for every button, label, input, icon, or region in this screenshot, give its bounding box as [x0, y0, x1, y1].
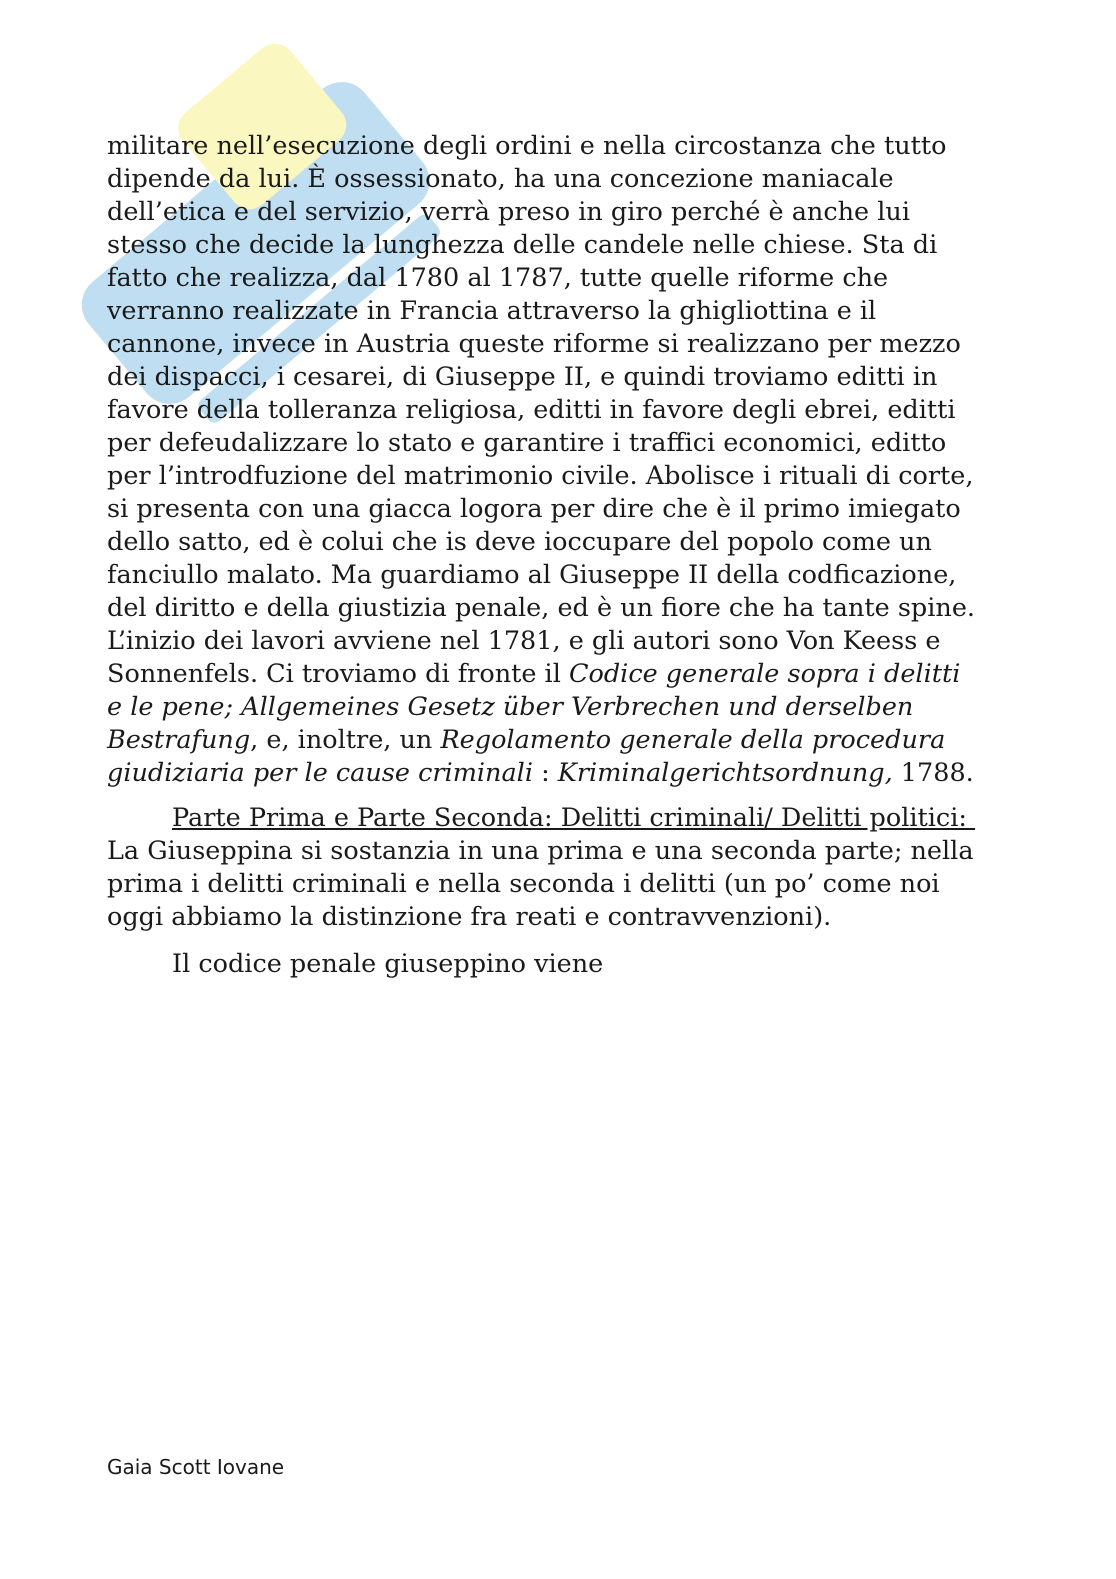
text-run: del diritto e della giustizia penale, ed è un fiore che ha tante spine. — [107, 593, 976, 623]
text-line — [107, 559, 1007, 592]
italic-title-run: Codice generale sopra i delitti — [568, 659, 961, 689]
text-line — [107, 163, 1007, 196]
text-run: stesso che decide la lunghezza delle candele nelle chiese. Sta di — [107, 230, 938, 260]
text-line: prima i delitti criminali e nella seconda i delitti (un po’ come noi — [107, 869, 940, 899]
text-line — [107, 658, 1007, 691]
paragraph-joseph-ii-reforms — [107, 130, 1007, 790]
document-body — [107, 130, 1007, 981]
text-line — [107, 724, 1007, 757]
text-run: L’inizio dei lavori avviene nel 1781, e gli autori sono Von Keess e — [107, 626, 941, 656]
text-run: fanciullo malato. Ma guardiamo al Giuseppe II della codficazione, — [107, 560, 957, 590]
text-line — [107, 526, 1007, 559]
paragraph-giuseppina-body — [107, 835, 1007, 934]
text-line — [107, 427, 1007, 460]
text-run: : — [532, 758, 558, 788]
paragraph-parte-prima-seconda — [107, 802, 1007, 934]
italic-title-run: Kriminalgerichtsordnung, — [557, 758, 893, 788]
text-run: dipende da lui. È ossessionato, ha una concezione maniacale — [107, 164, 894, 194]
text-line — [107, 262, 1007, 295]
text-line: oggi abbiamo la distinzione fra reati e contravvenzioni). — [107, 902, 832, 932]
text-run: 1788. — [892, 758, 974, 788]
text-line — [107, 394, 1007, 427]
text-run: per l’introdfuzione del matrimonio civile. Abolisce i rituali di corte, — [107, 461, 974, 491]
text-line — [107, 295, 1007, 328]
text-run: favore della tolleranza religiosa, editti in favore degli ebrei, editti — [107, 395, 956, 425]
text-run: militare nell’esecuzione degli ordini e nella circostanza che tutto — [107, 131, 947, 161]
text-run: per defeudalizzare lo stato e garantire i traffici economici, editto — [107, 428, 947, 458]
text-line — [107, 691, 1007, 724]
text-line: La Giuseppina si sostanzia in una prima e una seconda parte; nella — [107, 836, 974, 866]
text-run: dello satto, ed è colui che is deve ioccupare del popolo come un — [107, 527, 932, 557]
text-run: verranno realizzate in Francia attraverso la ghigliottina e il — [107, 296, 877, 326]
text-run: Sonnenfels. Ci troviamo di fronte il — [107, 659, 569, 689]
text-line — [107, 592, 1007, 625]
text-line — [107, 493, 1007, 526]
italic-title-run: giudiziaria per le cause criminali — [107, 758, 533, 788]
italic-title-run: Regolamento generale della procedura — [440, 725, 946, 755]
text-run: fatto che realizza, dal 1780 al 1787, tutte quelle riforme che — [107, 263, 889, 293]
text-run: si presenta con una giacca logora per dire che è il primo imiegato — [107, 494, 961, 524]
footer-author: Gaia Scott Iovane — [107, 1455, 285, 1479]
text-line — [107, 130, 1007, 163]
text-line — [107, 328, 1007, 361]
italic-title-run: Bestrafung — [107, 725, 251, 755]
paragraph-codice-penale: Il codice penale giuseppino viene — [172, 949, 604, 979]
text-line — [107, 196, 1007, 229]
text-line — [107, 625, 1007, 658]
text-run: dei dispacci, i cesarei, di Giuseppe II, e quindi troviamo editti in — [107, 362, 938, 392]
text-run: , e, inoltre, un — [250, 725, 441, 755]
text-run: dell’etica e del servizio, verrà preso in giro perché è anche lui — [107, 197, 910, 227]
text-line — [107, 460, 1007, 493]
text-line — [107, 361, 1007, 394]
section-heading-delitti: Parte Prima e Parte Seconda: Delitti criminali/ Delitti politici: — [172, 803, 976, 833]
text-line — [107, 757, 1007, 790]
text-run: cannone, invece in Austria queste riforme si realizzano per mezzo — [107, 329, 961, 359]
text-line — [107, 229, 1007, 262]
italic-title-run: e le pene; Allgemeines Gesetz über Verbrechen und derselben — [107, 692, 914, 722]
